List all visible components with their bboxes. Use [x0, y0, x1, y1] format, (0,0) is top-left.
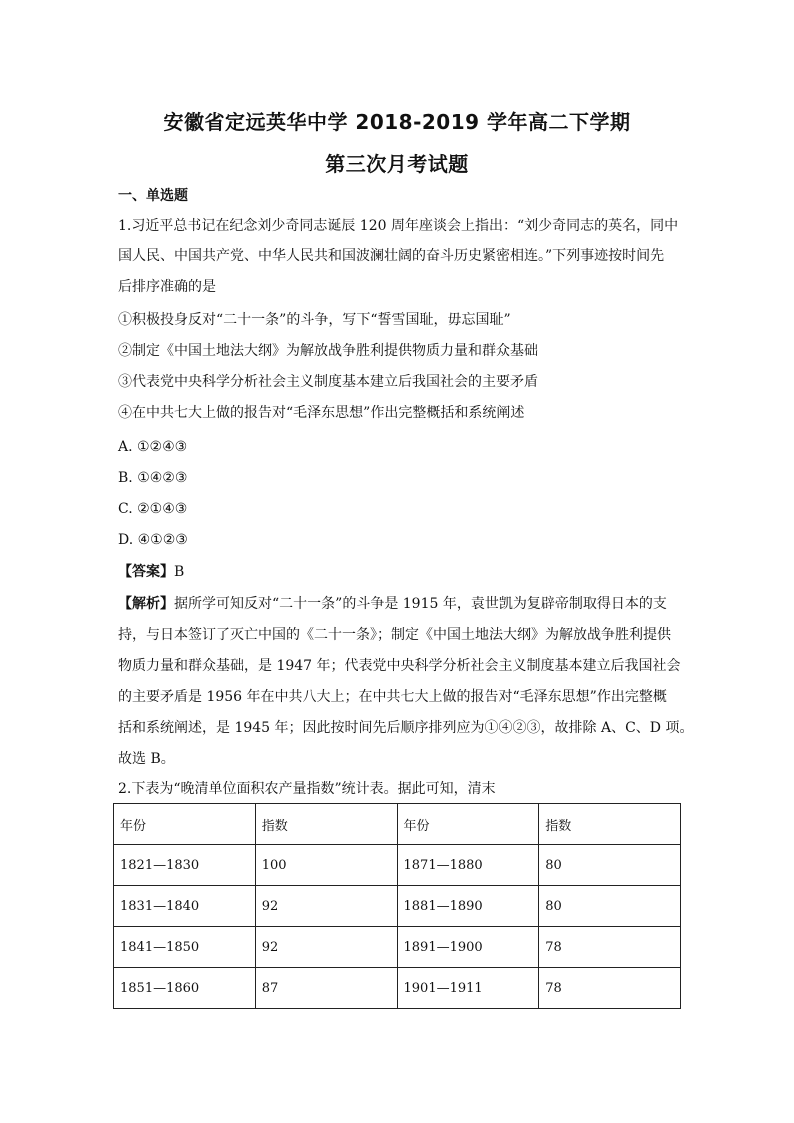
table-cell: 87: [255, 968, 397, 1009]
table-cell: 1901—1911: [397, 968, 539, 1009]
table-header-cell: 指数: [539, 804, 681, 845]
table-row: [114, 886, 681, 927]
q1-option-b: B. ①④②③: [118, 470, 188, 486]
table-cell: 80: [539, 845, 681, 886]
analysis-text: 据所学可知反对“二十一条”的斗争是 1915 年，袁世凯为复辟帝制取得日本的支: [174, 596, 667, 612]
table-header-cell: 年份: [114, 804, 256, 845]
table-cell: 100: [255, 845, 397, 886]
table-cell: 1891—1900: [397, 927, 539, 968]
q1-stem-line: 后排序准确的是: [118, 279, 216, 295]
q1-statement: ④在中共七大上做的报告对“毛泽东思想”作出完整概括和系统阐述: [118, 405, 525, 421]
table-cell: 1821—1830: [114, 845, 256, 886]
answer-value: B: [174, 564, 185, 580]
q1-stem-line: 1.习近平总书记在纪念刘少奇同志诞辰 120 周年座谈会上指出：“刘少奇同志的英名，同中: [118, 218, 679, 234]
q1-answer: [118, 562, 184, 582]
q1-analysis-line: 故选 B。: [118, 751, 175, 767]
analysis-label: 【解析】: [118, 596, 174, 612]
table-header-row: [114, 804, 681, 845]
q1-analysis-line: 持，与日本签订了灭亡中国的《二十一条》；制定《中国土地法大纲》为解放战争胜利提供: [118, 627, 671, 643]
q1-statement: ①积极投身反对“二十一条”的斗争，写下“誓雪国耻，毋忘国耻”: [118, 312, 511, 328]
table-cell: 1851—1860: [114, 968, 256, 1009]
table-cell: 92: [255, 927, 397, 968]
table-row: [114, 968, 681, 1009]
table-cell: 78: [539, 968, 681, 1009]
q1-option-c: C. ②①④③: [118, 501, 188, 517]
section-heading: 一、单选题: [118, 188, 188, 204]
table-cell: 1841—1850: [114, 927, 256, 968]
q1-option-a: A. ①②④③: [118, 439, 188, 455]
q1-statement: ③代表党中央科学分析社会主义制度基本建立后我国社会的主要矛盾: [118, 374, 538, 390]
q1-analysis-line: 括和系统阐述，是 1945 年；因此按时间先后顺序排列应为①④②③，故排除 A、C、D 项。: [118, 720, 694, 736]
q1-stem-line: 国人民、中国共产党、中华人民共和国波澜壮阔的奋斗历史紧密相连。”下列事迹按时间先: [118, 248, 665, 264]
answer-label: 【答案】: [118, 564, 174, 580]
table-cell: 78: [539, 927, 681, 968]
table-cell: 1881—1890: [397, 886, 539, 927]
q1-statement: ②制定《中国土地法大纲》为解放战争胜利提供物质力量和群众基础: [118, 343, 538, 359]
table-cell: 1871—1880: [397, 845, 539, 886]
production-index-table: [113, 803, 681, 1009]
table-cell: 1831—1840: [114, 886, 256, 927]
q2-stem: 2.下表为“晚清单位面积农产量指数”统计表。据此可知，清末: [118, 781, 496, 797]
table-cell: 92: [255, 886, 397, 927]
q1-analysis-line: [118, 594, 667, 614]
q1-option-d: D. ④①②③: [118, 532, 188, 548]
table-row: [114, 927, 681, 968]
q1-analysis-line: 的主要矛盾是 1956 年在中共八大上；在中共七大上做的报告对“毛泽东思想”作出完整概: [118, 689, 667, 705]
table-row: [114, 845, 681, 886]
document-subtitle: 第三次月考试题: [325, 152, 469, 176]
table-header-cell: 指数: [255, 804, 397, 845]
table-cell: 80: [539, 886, 681, 927]
table-header-cell: 年份: [397, 804, 539, 845]
document-title: 安徽省定远英华中学 2018-2019 学年高二下学期: [163, 110, 631, 134]
q1-analysis-line: 物质力量和群众基础，是 1947 年；代表党中央科学分析社会主义制度基本建立后我国社会: [118, 658, 681, 674]
